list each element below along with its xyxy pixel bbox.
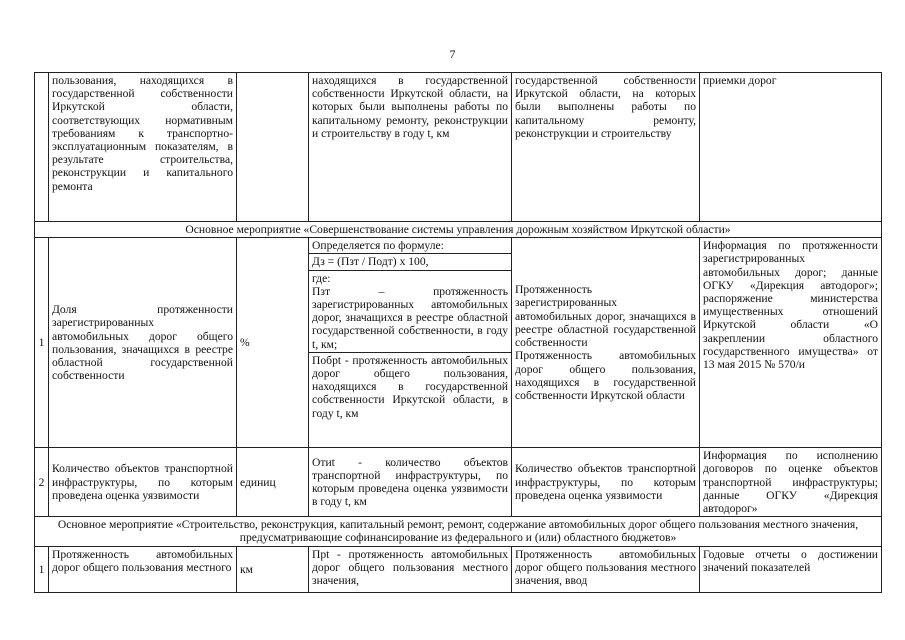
row-number-cell: 2 — [35, 448, 49, 517]
unit-cell: единиц — [237, 448, 309, 517]
table-row — [35, 73, 882, 222]
formula-definition-2: Побрt - протяженность автомобильных дорог общего пользования, находящихся в государственной собственности Иркутской области, в году t, км — [312, 353, 508, 420]
formula-cell — [309, 238, 512, 448]
indicator-name-cell: Протяженность автомобильных дорог общего пользования местного — [49, 546, 237, 592]
base-indicators-cell: Количество объектов транспортной инфраструктуры, по которым проведена оценка уязвимости — [512, 448, 700, 517]
source-cell: Информация по исполнению договоров по оценке объектов транспортной инфраструктуры; данные ОГКУ «Дирекция автодорог» — [700, 448, 882, 517]
section-row — [35, 517, 882, 546]
base-indicators-cell — [512, 238, 700, 448]
formula-cell: Отиt - количество объектов транспортной инфраструктуры, по которым проведена оценка уязвимости в году t, км — [309, 448, 512, 517]
formula-cell: находящихся в государственной собственности Иркутской области, на которых были выполнены работы по капитальному ремонту, реконструкции и строительству в году t, км — [309, 73, 512, 222]
base-indicators-cell: государственной собственности Иркутской области, на которых были выполнены работы по капитальному ремонту, реконструкции и строительству — [512, 73, 700, 222]
unit-cell — [237, 73, 309, 222]
table-row — [35, 238, 882, 448]
page-number: 7 — [449, 47, 456, 61]
section-row — [35, 222, 882, 238]
indicator-name-cell: Количество объектов транспортной инфраструктуры, по которым проведена оценка уязвимости — [49, 448, 237, 517]
unit-cell: % — [237, 238, 309, 448]
formula-heading: Определяется по формуле: — [309, 238, 511, 254]
formula-definitions — [309, 271, 511, 353]
indicator-name-cell: Доля протяженности зарегистрированных автомобильных дорог общего пользования, значащихся в реестре областной государственной собственности — [49, 238, 237, 448]
row-number-cell: 1 — [35, 238, 49, 448]
unit-cell: км — [237, 546, 309, 592]
formula-expression: Дз = (Пзт / Подт) х 100, — [309, 254, 511, 270]
table-row — [35, 546, 882, 592]
source-cell: Годовые отчеты о достижении значений показателей — [700, 546, 882, 592]
base-indicator-1: Протяженность зарегистрированных автомобильных дорог, значащихся в реестре областной государственной собственности — [515, 283, 696, 350]
source-cell: Информация по протяженности зарегистрированных автомобильных дорог; данные ОГКУ «Дирекция автодорог»; распоряжение министерства имущественных отношений Иркутской области «О закреплении областного государственного имущества» от 13 мая 2015 № 570/и — [700, 238, 882, 448]
formula-cell: Прt - протяженность автомобильных дорог общего пользования местного значения, — [309, 546, 512, 592]
indicator-name-cell: пользования, находящихся в государственной собственности Иркутской области, соответствующих нормативным требованиям к транспортно-эксплуатационным показателям, в результате строительства, реконструкции и капитального ремонта — [49, 73, 237, 222]
row-number-cell: 1 — [35, 546, 49, 592]
table-row — [35, 448, 882, 517]
formula-definition-1: Пзт – протяженность зарегистрированных автомобильных дорог, значащихся в реестре областной государственной собственности, в году t, км; — [312, 284, 508, 351]
row-number-cell — [35, 73, 49, 222]
formula-where: где: — [312, 271, 331, 285]
indicator-table — [34, 72, 882, 593]
section-heading: Основное мероприятие «Совершенствование системы управления дорожным хозяйством Иркутской области» — [35, 222, 882, 238]
base-indicator-2: Протяженность автомобильных дорог общего пользования, находящихся в государственной собственности Иркутской области — [515, 349, 696, 402]
base-indicators-cell: Протяженность автомобильных дорог общего пользования местного значения, ввод — [512, 546, 700, 592]
section-heading: Основное мероприятие «Строительство, реконструкция, капитальный ремонт, ремонт, содержание автомобильных дорог общего пользования местного значения, предусматривающие софинансирование из федерального и (или) областного бюджетов» — [35, 517, 882, 546]
source-cell: приемки дорог — [700, 73, 882, 222]
